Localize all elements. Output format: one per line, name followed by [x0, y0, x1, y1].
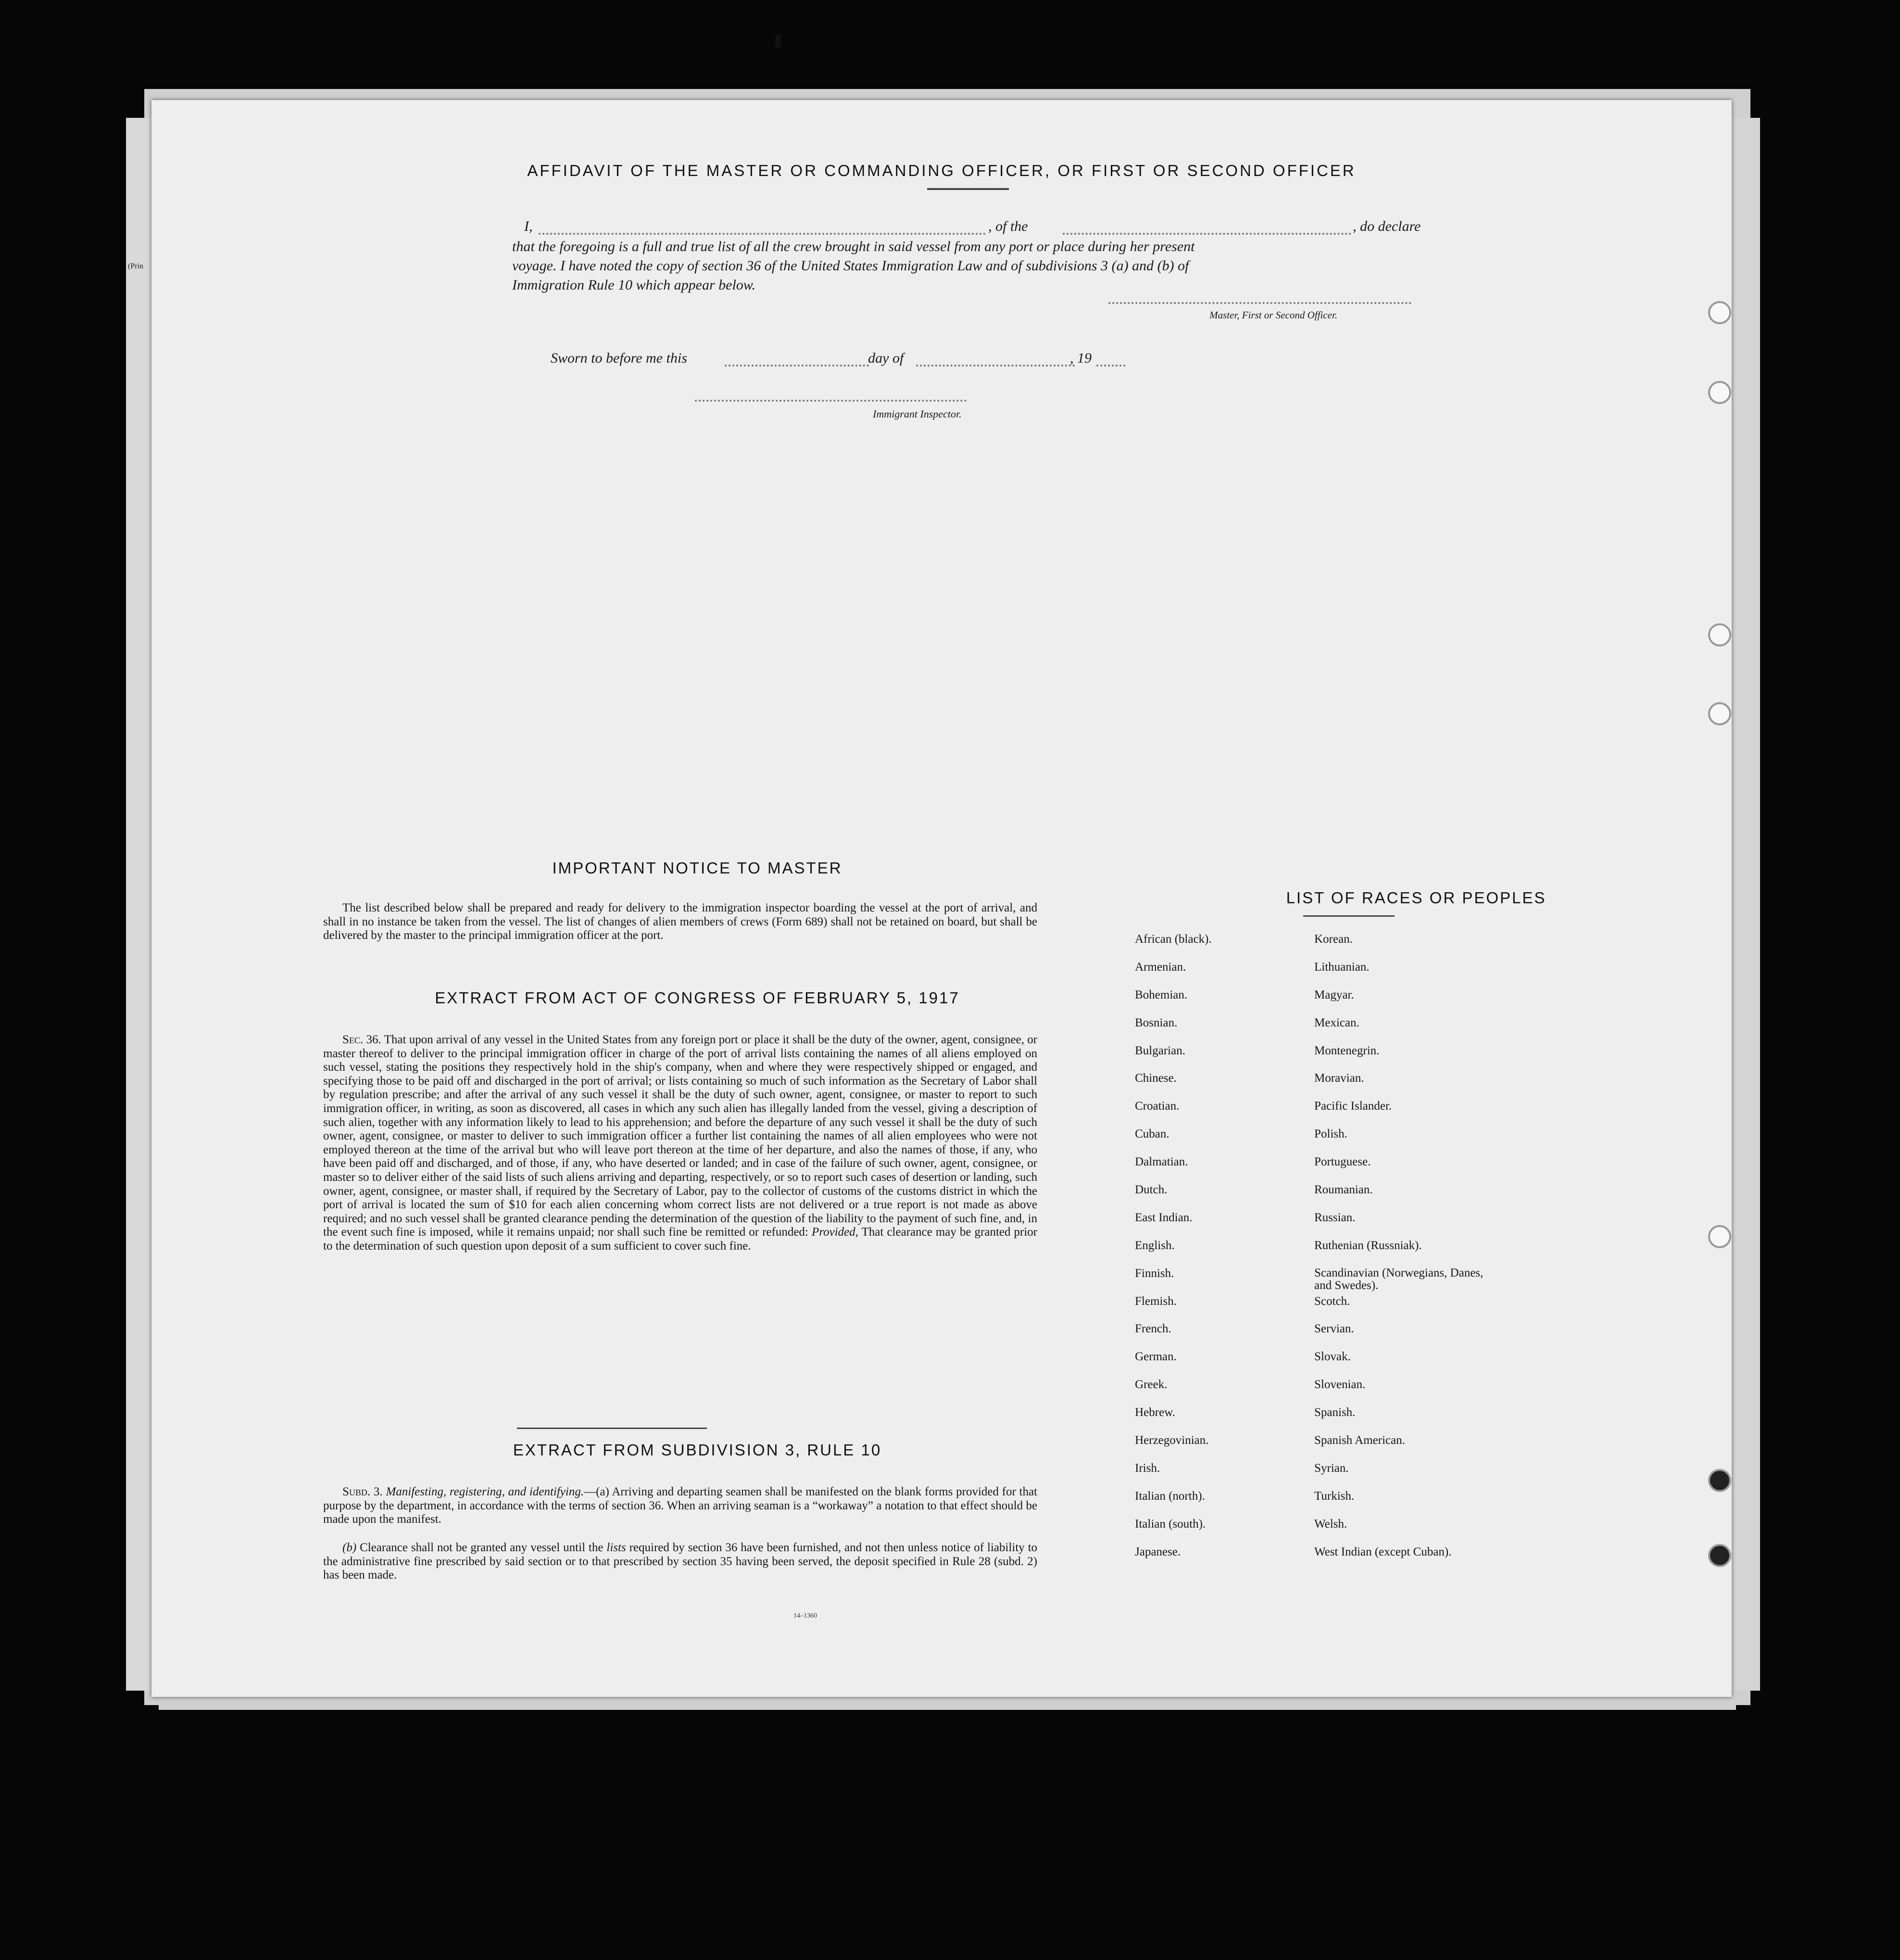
sworn-line: [551, 350, 1152, 369]
race-item: Bosnian.: [1135, 1016, 1178, 1029]
act-title: EXTRACT FROM ACT OF CONGRESS OF FEBRUARY 5, 1917: [435, 989, 960, 1007]
sworn-year-field[interactable]: [1096, 365, 1125, 367]
race-item: Moravian.: [1314, 1072, 1364, 1085]
rule-para-b-label: (b): [342, 1541, 357, 1554]
race-item: Servian.: [1314, 1322, 1354, 1336]
race-item: Dutch.: [1135, 1183, 1168, 1197]
race-item: Mexican.: [1314, 1016, 1359, 1029]
affidavit-line4: Immigration Rule 10 which appear below.: [512, 277, 756, 293]
rule-subd-label: Subd. 3.: [342, 1485, 383, 1498]
race-item: Welsh.: [1314, 1517, 1347, 1530]
race-item: Polish.: [1314, 1127, 1347, 1141]
inspector-caption: Immigrant Inspector.: [873, 408, 962, 420]
race-item: Syrian.: [1314, 1461, 1349, 1475]
master-name-field[interactable]: [539, 233, 986, 235]
race-item: Finnish.: [1135, 1266, 1174, 1280]
binder-hole: [1708, 381, 1731, 404]
sworn-year: , 19: [1070, 350, 1092, 366]
race-item: Spanish American.: [1314, 1434, 1405, 1447]
rule-subd-heading: Manifesting, registering, and identifying.: [386, 1485, 584, 1498]
sworn-prefix: Sworn to before me this: [551, 350, 687, 366]
rule-para-a: [323, 1485, 1037, 1527]
race-item: Chinese.: [1135, 1072, 1177, 1085]
rule-para-a-text: —(a) Arriving and departing seamen shall be manifested on the blank forms provided for that purpose by the department, in accordance with the terms of section 36. When an arriving seaman is a “workaway” a notation to that effect should be made upon the manifest.: [323, 1485, 1038, 1526]
sworn-month-field[interactable]: [916, 365, 1075, 367]
race-item: Slovak.: [1314, 1350, 1351, 1364]
binder-hole: [1708, 1544, 1731, 1567]
affidavit-title-rule: [927, 188, 1009, 190]
affidavit-title: AFFIDAVIT OF THE MASTER OR COMMANDING OFFICER, OR FIRST OR SECOND OFFICER: [527, 162, 1356, 179]
affidavit-line3: voyage. I have noted the copy of section 36 of the United States Immigration Law and of subdivisions 3 (a) and (b) of: [512, 258, 1189, 274]
rule-title: EXTRACT FROM SUBDIVISION 3, RULE 10: [513, 1441, 882, 1459]
affidavit-line2: that the foregoing is a full and true list of all the crew brought in said vessel from any port or place during her present: [512, 239, 1195, 254]
race-item: Spanish.: [1314, 1406, 1356, 1419]
race-item: Korean.: [1314, 933, 1353, 946]
rule-para-b-text2: required by section 36 have been furnished, and not then unless notice of liability to the administrative fine prescribed by said section or to that prescribed by section 35 having been served, the deposit specified in Rule 28 (subd. 2) has been made.: [323, 1541, 1038, 1582]
affidavit-do-declare: , do declare: [1353, 218, 1421, 234]
act-proviso-text: That clearance may be granted prior to the determination of such question upon deposit of a sum sufficient to cover such fine.: [323, 1226, 1038, 1252]
race-item: German.: [1135, 1350, 1177, 1364]
sworn-day-of: day of: [868, 350, 904, 366]
race-item: English.: [1135, 1239, 1175, 1252]
race-item: Scotch.: [1314, 1294, 1350, 1308]
affidavit-line1: [524, 218, 1569, 238]
race-item: Flemish.: [1135, 1294, 1177, 1308]
race-item: Greek.: [1135, 1378, 1168, 1391]
race-item: Russian.: [1314, 1211, 1356, 1224]
race-item: Turkish.: [1314, 1489, 1355, 1503]
notice-title: IMPORTANT NOTICE TO MASTER: [552, 859, 843, 877]
race-item: Portuguese.: [1314, 1155, 1371, 1169]
inspector-signature-line[interactable]: [695, 400, 967, 402]
rule-para-b-lists: lists: [606, 1541, 626, 1554]
race-item: Slovenian.: [1314, 1378, 1366, 1391]
form-number: 14–1360: [793, 1612, 817, 1619]
act-proviso-word: Provided,: [811, 1226, 858, 1239]
binder-hole: [1708, 1469, 1731, 1492]
races-right-column: [1314, 933, 1487, 1573]
race-item: Montenegrin.: [1314, 1044, 1380, 1057]
affidavit-of-the: , of the: [988, 218, 1028, 234]
affidavit-i: I,: [524, 218, 533, 234]
race-item: Japanese.: [1135, 1545, 1181, 1558]
race-item: Dalmatian.: [1135, 1155, 1188, 1169]
race-item: Herzegovinian.: [1135, 1434, 1209, 1447]
race-item: Ruthenian (Russniak).: [1314, 1239, 1422, 1252]
race-item: West Indian (except Cuban).: [1314, 1545, 1452, 1558]
race-item: East Indian.: [1135, 1211, 1193, 1224]
race-item: Cuban.: [1135, 1127, 1170, 1141]
act-end-rule: [517, 1428, 707, 1429]
race-item: Pacific Islander.: [1314, 1100, 1392, 1113]
manifest-page: [151, 100, 1732, 1697]
binder-hole: [1708, 301, 1731, 324]
margin-fragment: (Prin: [128, 262, 143, 270]
races-left-column: [1135, 933, 1212, 1573]
race-item: French.: [1135, 1322, 1171, 1336]
rule-para-b: [323, 1541, 1037, 1582]
sworn-day-field[interactable]: [725, 365, 869, 367]
master-signature-caption: Master, First or Second Officer.: [1209, 309, 1337, 321]
race-item: Scandinavian (Norwegians, Danes, and Swedes).: [1314, 1266, 1484, 1292]
race-item: Lithuanian.: [1314, 960, 1370, 974]
dust-speck: [775, 35, 781, 48]
race-item: Bulgarian.: [1135, 1044, 1185, 1057]
binder-hole: [1708, 702, 1731, 725]
master-signature-line[interactable]: [1108, 302, 1411, 304]
binder-hole: [1708, 1225, 1731, 1248]
act-text: [323, 1033, 1037, 1253]
race-item: Hebrew.: [1135, 1406, 1175, 1419]
binder-hole: [1708, 623, 1731, 646]
race-item: Magyar.: [1314, 988, 1354, 1001]
race-item: Irish.: [1135, 1461, 1160, 1475]
rule-para-b-text1: Clearance shall not be granted any vessel until the: [360, 1541, 604, 1554]
races-title: LIST OF RACES OR PEOPLES: [1286, 889, 1547, 907]
race-item: Roumanian.: [1314, 1183, 1373, 1197]
race-item: Croatian.: [1135, 1100, 1180, 1113]
notice-text: The list described below shall be prepared and ready for delivery to the immigration inspector boarding the vessel at the port of arrival, and shall in no instance be taken from the vessel. The list of changes of alien members of crews (Form 689) shall not be retained on board, but shall be delivered by the master to the principal immigration officer at the port.: [323, 901, 1037, 942]
race-item: Armenian.: [1135, 960, 1186, 974]
race-item: Italian (north).: [1135, 1489, 1205, 1503]
act-section-body: That upon arrival of any vessel in the United States from any foreign port or place it shall be the duty of the owner, agent, consignee, or master thereof to deliver to the principal immigration officer in charge of the port of arrival lists containing the names of all aliens employed on such vessel, stating the positions they respectively hold in the ship's company, when and where they were respectively shipped or engaged, and specifying those to be paid off and discharged in the port of arrival; or lists containing so much of such information as the Secretary of Labor shall by regulation prescribe; and after the arrival of any such vessel it shall be the duty of such owner, agent, consignee, or master to report to such immigration officer, in writing, as soon as discovered, all cases in which any such alien has illegally landed from the vessel, giving a description of such alien, together with any information likely to lead to his apprehension; and before the departure of any such vessel it shall be the duty of such owner, agent, consignee, or master to deliver to such immigration officer a further list containing the names of all alien employees who were not employed thereon at the time of the arrival but who will leave port thereon at the time of her departure, and also the names of those, if any, who have been paid off and discharged, and of those, if any, who have deserted or landed; and in case of the failure of such owner, agent, consignee, or master so to deliver either of the said lists of such aliens arriving and departing, respectively, or so to report such cases of desertion or landing, such owner, agent, consignee, or master shall, if required by the Secretary of Labor, pay to the collector of customs of the customs district in which the port of arrival is located the sum of $10 for each alien concerning whom correct lists are not delivered or a true report is not made as above required; and no such vessel shall be granted clearance pending the determination of the question of the liability to the payment of such fine, and, in the event such fine is imposed, while it remains unpaid; nor shall such fine be remitted or refunded:: [323, 1033, 1037, 1239]
race-item: Bohemian.: [1135, 988, 1188, 1001]
races-title-rule: [1303, 915, 1395, 917]
act-section-label: Sec. 36.: [342, 1033, 381, 1046]
race-item: African (black).: [1135, 933, 1212, 946]
race-item: Italian (south).: [1135, 1517, 1206, 1530]
vessel-name-field[interactable]: [1063, 233, 1351, 235]
